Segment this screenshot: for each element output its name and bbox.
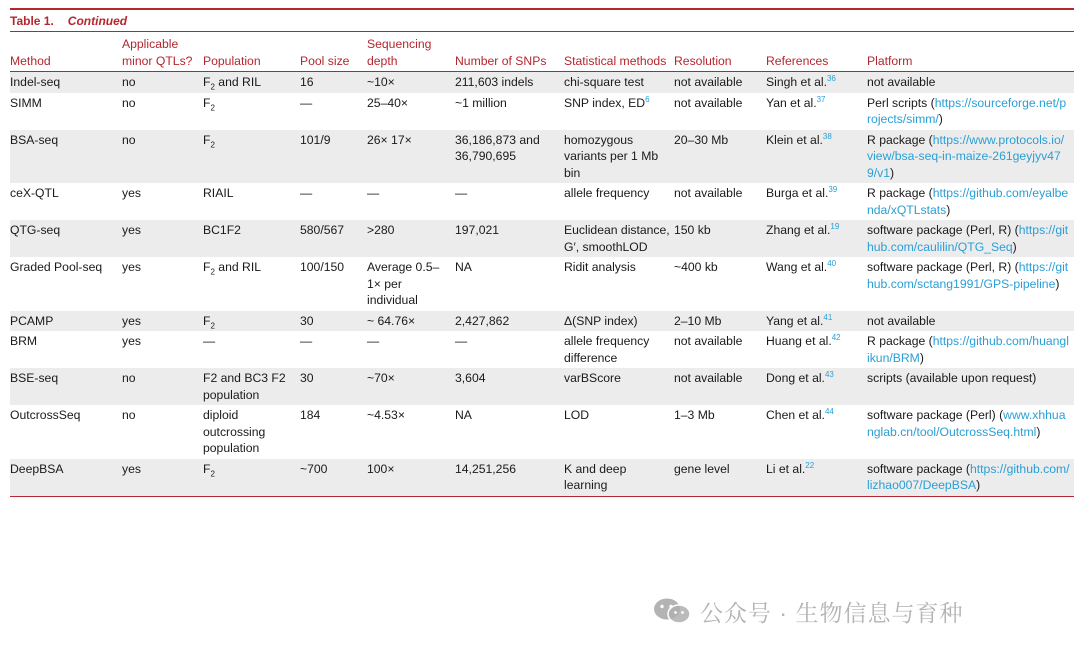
reference-text: Li et al. — [766, 461, 806, 476]
reference-number[interactable]: 36 — [826, 73, 836, 83]
reference-number[interactable]: 44 — [824, 406, 834, 416]
pool-size-cell: — — [300, 334, 313, 348]
platform-link[interactable]: https://github.com/caulilin/QTG_Seq — [867, 223, 1069, 254]
statistical-method-cell — [564, 130, 674, 184]
minor-qtl-cell: yes — [122, 459, 203, 497]
platform-text: software package (Perl, R) — [867, 223, 1012, 237]
minor-qtl-cell: no — [122, 130, 203, 184]
platform-text: Perl scripts — [867, 95, 928, 110]
platform-link[interactable]: https://github.com/sctang1991/GPS-pipeline — [867, 260, 1069, 291]
sequencing-depth-cell: 100× — [367, 459, 455, 497]
population-text: RIAIL — [203, 186, 234, 200]
column-header: Resolution — [674, 53, 732, 68]
subscript: 2 — [210, 267, 215, 277]
reference-number[interactable]: 37 — [816, 94, 826, 104]
population-cell — [203, 368, 300, 405]
platform-cell: software package (https://github.com/lizhao007/DeepBSA) — [867, 459, 1074, 497]
reference-cell — [766, 311, 867, 332]
table-row — [10, 368, 1074, 405]
snp-count-cell: NA — [455, 408, 472, 422]
population-text: diploid outcrossing population — [203, 408, 266, 455]
population-text: F — [203, 95, 211, 110]
column-header: Method — [10, 53, 51, 68]
sequencing-depth-cell: ~ 64.76× — [367, 311, 455, 332]
subscript: 2 — [210, 320, 215, 330]
statistical-method-cell — [564, 405, 674, 459]
resolution-cell: not available — [674, 334, 743, 348]
reference-text: Wang et al. — [766, 260, 828, 274]
statistical-method-cell — [564, 459, 674, 497]
platform-cell: software package (Perl, R) (https://github.com/sctang1991/GPS-pipeline) — [867, 260, 1069, 291]
platform-cell: R package (https://www.protocols.io/view/bsa-seq-in-maize-261geyjyv479/v1) — [867, 130, 1074, 184]
sequencing-depth-cell: ~4.53× — [367, 408, 405, 422]
reference-text: Huang et al. — [766, 334, 832, 348]
table-row — [10, 72, 1074, 93]
population-cell — [203, 257, 300, 311]
watermark — [652, 596, 963, 626]
reference-cell — [766, 183, 867, 220]
statistical-method-text: allele frequency — [564, 186, 650, 200]
statistical-method-cell — [564, 183, 674, 220]
statistical-method-cell — [564, 93, 674, 130]
minor-qtl-cell: no — [122, 72, 203, 93]
sequencing-depth-cell: 26× 17× — [367, 130, 455, 184]
reference-cell — [766, 130, 867, 184]
population-extra: and RIL — [218, 260, 261, 274]
snp-count-cell: 197,021 — [455, 220, 564, 257]
reference-cell — [766, 405, 867, 459]
platform-text: software package (Perl, R) — [867, 260, 1012, 274]
population-cell — [203, 93, 300, 130]
column-header: Statistical methods — [564, 53, 667, 68]
population-cell — [203, 220, 300, 257]
pool-size-cell: 30 — [300, 311, 367, 332]
table-row — [10, 183, 1074, 220]
wechat-icon — [652, 597, 692, 625]
table-row — [10, 220, 1074, 257]
reference-text: Dong et al. — [766, 371, 825, 385]
table-row — [10, 459, 1074, 497]
reference-text: Chen et al. — [766, 408, 825, 422]
platform-cell: software package (Perl, R) (https://github.com/caulilin/QTG_Seq) — [867, 220, 1074, 257]
platform-cell — [867, 368, 1074, 405]
reference-cell — [766, 257, 867, 311]
resolution-cell: 2–10 Mb — [674, 311, 766, 332]
table-row — [10, 257, 1074, 311]
platform-text: R package — [867, 334, 926, 348]
reference-cell — [766, 459, 867, 497]
sequencing-depth-cell: Average 0.5–1× per individual — [367, 260, 440, 307]
reference-number[interactable]: 38 — [822, 131, 832, 141]
population-text: F — [203, 260, 211, 274]
statistical-method-text: Euclidean distance, G′, smoothLOD — [564, 223, 670, 254]
reference-number[interactable]: 43 — [824, 369, 834, 379]
statistical-method-cell — [564, 368, 674, 405]
sequencing-depth-cell: ~10× — [367, 72, 455, 93]
table-page — [10, 8, 1074, 497]
pool-size-cell: 16 — [300, 72, 367, 93]
reference-number[interactable]: 40 — [827, 258, 837, 268]
platform-cell: software package (Perl) (www.xhhuanglab.cn/tool/OutcrossSeq.html) — [867, 408, 1066, 439]
platform-text: R package — [867, 132, 926, 147]
resolution-cell: 20–30 Mb — [674, 130, 766, 184]
platform-link[interactable]: https://github.com/lizhao007/DeepBSA — [867, 461, 1070, 492]
resolution-cell: not available — [674, 95, 743, 110]
population-text: BC1F2 — [203, 223, 241, 237]
method-cell: BSA-seq — [10, 130, 122, 184]
resolution-cell: gene level — [674, 459, 766, 497]
population-cell — [203, 405, 300, 459]
platform-text: software package (Perl) — [867, 408, 996, 422]
sequencing-depth-cell: — — [367, 186, 380, 200]
column-header: Sequencing depth — [367, 37, 432, 68]
reference-number[interactable]: 19 — [830, 221, 840, 231]
column-header: Pool size — [300, 53, 350, 68]
population-cell — [203, 459, 300, 497]
population-text: F — [203, 313, 211, 328]
column-header: Population — [203, 53, 261, 68]
column-header: References — [766, 53, 829, 68]
method-cell: OutcrossSeq — [10, 408, 81, 422]
statistical-method-cell — [564, 72, 674, 93]
population-text: F — [203, 75, 211, 89]
resolution-cell: not available — [674, 186, 743, 200]
platform-text: not available — [867, 75, 936, 89]
data-table — [10, 32, 1074, 497]
table-row — [10, 405, 1074, 459]
statistical-method-cell — [564, 220, 674, 257]
population-text: F — [203, 461, 211, 476]
table-row — [10, 311, 1074, 332]
population-text: — — [203, 334, 216, 348]
minor-qtl-cell: no — [122, 368, 203, 405]
subscript: 2 — [210, 102, 215, 112]
minor-qtl-cell: no — [122, 95, 136, 110]
table-row — [10, 130, 1074, 184]
platform-cell: R package (https://github.com/eyalbenda/xQTLstats) — [867, 186, 1069, 217]
snp-count-cell: NA — [455, 260, 472, 274]
minor-qtl-cell: yes — [122, 260, 141, 274]
column-header: Number of SNPs — [455, 53, 547, 68]
platform-text: R package — [867, 186, 926, 200]
snp-count-cell: ~1 million — [455, 95, 507, 110]
statistical-method-text: varBScore — [564, 371, 621, 385]
pool-size-cell: 101/9 — [300, 130, 367, 184]
sequencing-depth-cell: ~70× — [367, 368, 455, 405]
statistical-method-text: chi-square test — [564, 75, 644, 89]
pool-size-cell: — — [300, 95, 313, 110]
statistical-method-text: SNP index, ED — [564, 95, 646, 110]
platform-cell — [867, 72, 1074, 93]
reference-text: Singh et al. — [766, 75, 827, 89]
reference-cell — [766, 220, 867, 257]
reference-cell — [766, 72, 867, 93]
sequencing-depth-cell: >280 — [367, 220, 455, 257]
table-body — [10, 72, 1074, 497]
population-extra: and RIL — [218, 75, 261, 89]
pool-size-cell: 184 — [300, 408, 321, 422]
pool-size-cell: ~700 — [300, 459, 367, 497]
method-cell: BSE-seq — [10, 368, 122, 405]
statistical-method-text: allele frequency difference — [564, 334, 650, 365]
sequencing-depth-cell: — — [367, 334, 380, 348]
table-row — [10, 331, 1074, 368]
statistical-method-text: Ridit analysis — [564, 260, 636, 274]
reference-number[interactable]: 22 — [805, 460, 815, 470]
subscript: 2 — [210, 468, 215, 478]
population-cell — [203, 72, 300, 93]
snp-count-cell: — — [455, 186, 468, 200]
watermark-text: 公众号 · 生物信息与育种 — [700, 599, 964, 626]
column-header: Platform — [867, 53, 913, 68]
platform-cell — [867, 311, 1074, 332]
reference-cell — [766, 93, 867, 130]
minor-qtl-cell: no — [122, 408, 136, 422]
resolution-cell: 150 kb — [674, 220, 766, 257]
snp-count-cell: 211,603 indels — [455, 72, 564, 93]
method-cell: PCAMP — [10, 311, 122, 332]
method-cell: Graded Pool-seq — [10, 260, 103, 274]
method-cell: SIMM — [10, 95, 42, 110]
pool-size-cell: 100/150 — [300, 260, 345, 274]
statistical-method-text: Δ(SNP index) — [564, 313, 638, 328]
population-cell — [203, 183, 300, 220]
statistical-method-cell — [564, 257, 674, 311]
reference-text: Klein et al. — [766, 132, 823, 147]
platform-cell: R package (https://github.com/huanglikun/BRM) — [867, 334, 1069, 365]
platform-cell: Perl scripts (https://sourceforge.net/projects/simm/) — [867, 95, 1067, 126]
resolution-cell: 1–3 Mb — [674, 408, 715, 422]
reference-text: Yang et al. — [766, 313, 824, 328]
minor-qtl-cell: yes — [122, 186, 141, 200]
minor-qtl-cell: yes — [122, 311, 203, 332]
snp-count-cell: 2,427,862 — [455, 311, 564, 332]
minor-qtl-cell: yes — [122, 334, 141, 348]
population-cell — [203, 130, 300, 184]
snp-count-cell: 3,604 — [455, 368, 564, 405]
table-caption — [10, 10, 1074, 31]
table-row — [10, 93, 1074, 130]
subscript: 2 — [210, 82, 215, 92]
minor-qtl-cell: yes — [122, 220, 203, 257]
platform-text: not available — [867, 313, 936, 328]
reference-cell — [766, 368, 867, 405]
method-cell: QTG-seq — [10, 220, 122, 257]
resolution-cell: ~400 kb — [674, 260, 718, 274]
statistical-method-cell — [564, 331, 674, 368]
caption-label: Table 1. — [10, 14, 54, 28]
platform-link[interactable]: https://www.protocols.io/view/bsa-seq-in-maize-261geyjyv479/v1 — [867, 132, 1065, 180]
method-cell: BRM — [10, 334, 38, 348]
method-cell: Indel-seq — [10, 72, 122, 93]
platform-link[interactable]: www.xhhuanglab.cn/tool/OutcrossSeq.html — [867, 408, 1066, 439]
population-text: F2 and BC3 F2 population — [203, 371, 286, 402]
snp-count-cell: 36,186,873 and 36,790,695 — [455, 130, 564, 184]
subscript: 2 — [210, 139, 215, 149]
platform-link[interactable]: https://github.com/eyalbenda/xQTLstats — [867, 186, 1069, 217]
column-header: Applicable minor QTLs? — [122, 37, 193, 68]
method-cell: ceX-QTL — [10, 186, 59, 200]
population-cell — [203, 311, 300, 332]
platform-text: software package — [867, 461, 963, 476]
resolution-cell: not available — [674, 72, 766, 93]
platform-link[interactable]: https://sourceforge.net/projects/simm/ — [867, 95, 1067, 126]
platform-link[interactable]: https://github.com/huanglikun/BRM — [867, 334, 1069, 365]
snp-count-cell: 14,251,256 — [455, 459, 564, 497]
reference-cell — [766, 331, 867, 368]
reference-number[interactable]: 41 — [823, 312, 833, 322]
method-cell: DeepBSA — [10, 459, 122, 497]
header-row — [10, 32, 1074, 72]
population-cell — [203, 331, 300, 368]
reference-number[interactable]: 42 — [831, 332, 841, 342]
platform-text: scripts (available upon request) — [867, 371, 1037, 385]
caption-status: Continued — [67, 14, 128, 28]
pool-size-cell: 580/567 — [300, 220, 367, 257]
pool-size-cell: — — [300, 186, 313, 200]
snp-count-cell: — — [455, 334, 468, 348]
population-text: F — [203, 132, 211, 147]
reference-text: Yan et al. — [766, 95, 817, 110]
statistical-method-cell — [564, 311, 674, 332]
reference-text: Zhang et al. — [766, 223, 831, 237]
reference-number[interactable]: 39 — [828, 184, 838, 194]
statistical-method-text: LOD — [564, 408, 590, 422]
resolution-cell: not available — [674, 368, 766, 405]
statistical-method-text: K and deep learning — [564, 461, 627, 492]
statistical-method-text: homozygous variants per 1 Mb bin — [564, 132, 659, 180]
reference-number[interactable]: 6 — [645, 94, 650, 104]
sequencing-depth-cell: 25–40× — [367, 95, 409, 110]
pool-size-cell: 30 — [300, 368, 367, 405]
reference-text: Burga et al. — [766, 186, 829, 200]
